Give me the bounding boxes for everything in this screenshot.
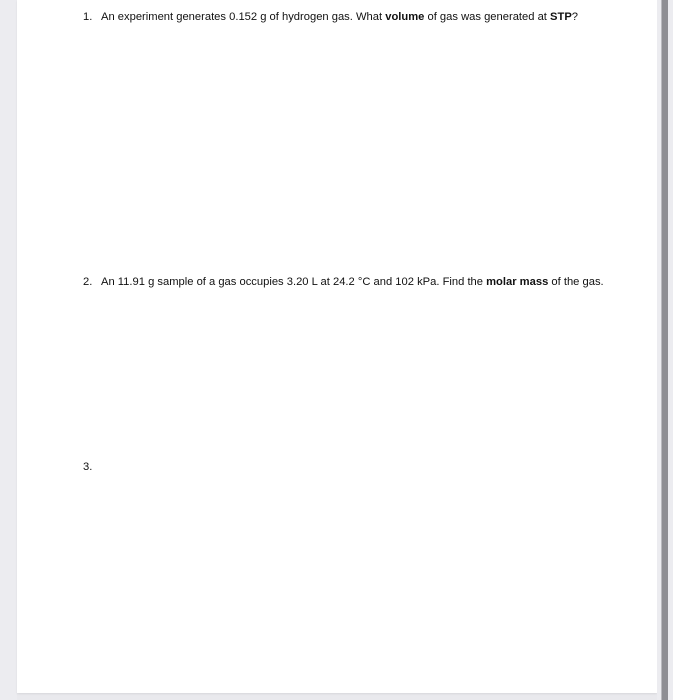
- question-text-segment: of the gas.: [548, 276, 604, 288]
- question-number: 1.: [83, 11, 93, 23]
- question-text: [101, 10, 613, 24]
- question-text: [101, 275, 613, 289]
- page-edge-bar: [661, 0, 668, 700]
- question-text-emphasis: molar mass: [486, 276, 549, 288]
- question-1: [83, 10, 613, 24]
- question-text-segment: ?: [571, 11, 579, 23]
- question-text-emphasis: volume: [385, 11, 425, 23]
- page-left-margin: [0, 0, 17, 700]
- worksheet-page: [17, 0, 657, 693]
- question-2: [83, 275, 613, 289]
- question-text-segment: of gas was generated at: [424, 11, 551, 23]
- question-text-segment: An 11.91 g sample of a gas occupies 3.20 L at 24.2 °C and 102 kPa. Find the: [101, 276, 487, 288]
- question-number: 3.: [83, 461, 93, 473]
- question-text-emphasis: STP: [550, 11, 572, 23]
- question-number: 2.: [83, 276, 93, 288]
- question-text-segment: An experiment generates 0.152 g of hydrogen gas. What: [101, 11, 386, 23]
